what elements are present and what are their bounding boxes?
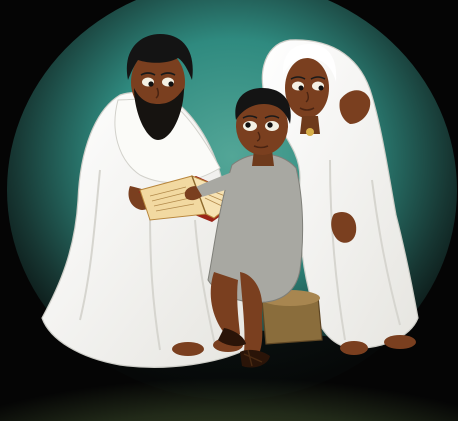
woman-necklace-pendant [306, 128, 314, 136]
boy-pupil-left [245, 122, 250, 127]
woman-pupil-left [299, 86, 304, 91]
woman-foot-right [384, 335, 416, 349]
teacher-pupil-right [168, 81, 173, 86]
woman-pupil-right [319, 86, 324, 91]
boy-pupil-right [267, 122, 272, 127]
teacher-pupil-left [148, 81, 153, 86]
woman-foot-left [340, 341, 368, 355]
teacher-foot-left [172, 342, 204, 356]
